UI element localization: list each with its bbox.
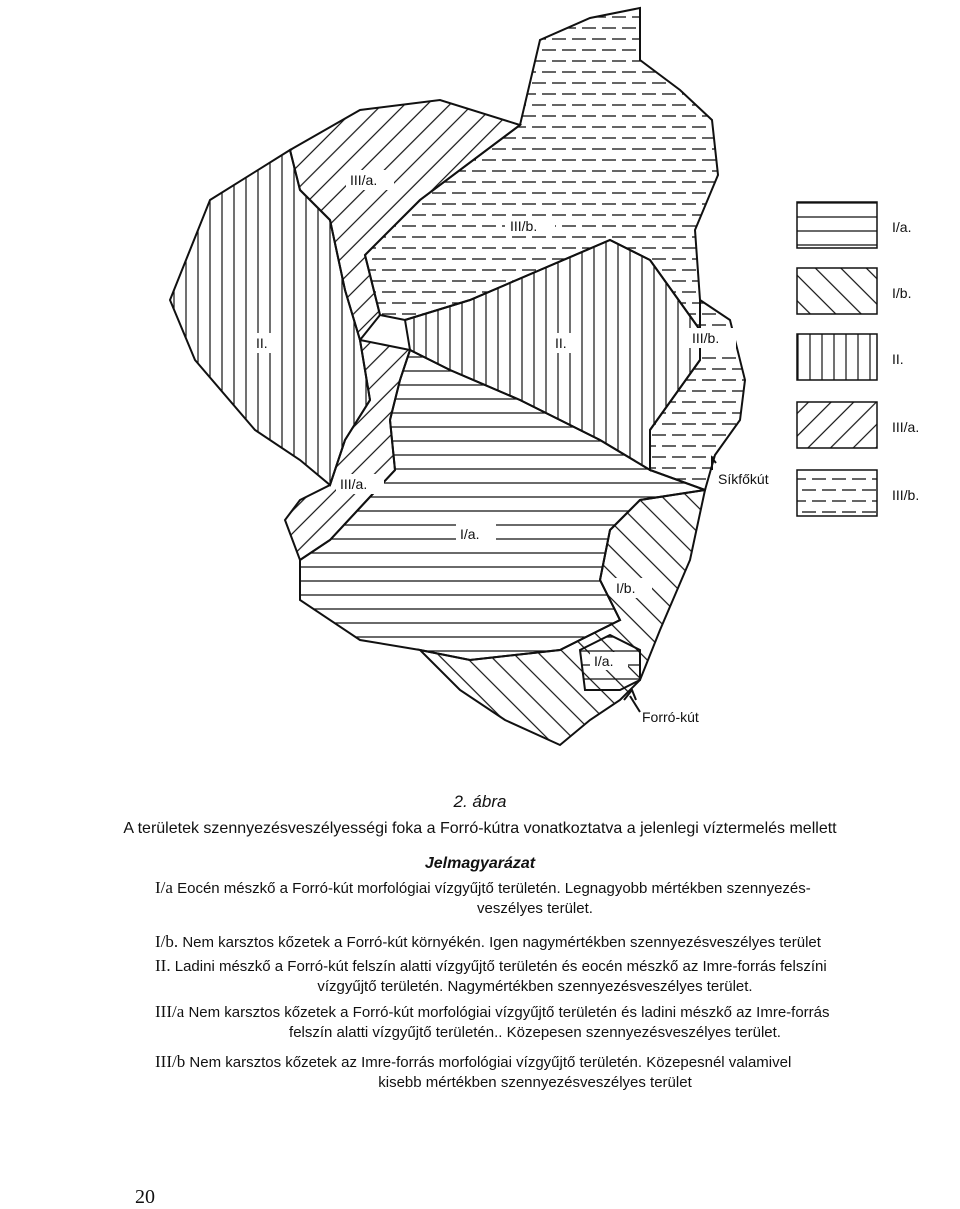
legend-text-continued: veszélyes terület. xyxy=(477,900,593,917)
figure-title: A területek szennyezésveszélyességi foka a Forró-kútra vonatkoztatva a jelenlegi víztermelés mellett xyxy=(123,820,837,837)
zone-label-IIIb-right: III/b. xyxy=(692,330,720,346)
forro-kut-label: Forró-kút xyxy=(642,709,699,725)
sikfokut-label: Síkfőkút xyxy=(718,471,769,487)
swatch-Ia xyxy=(797,202,877,248)
zone-label-IIIa-left: III/a. xyxy=(340,476,368,492)
swatch-label-IIIa: III/a. xyxy=(892,419,920,435)
swatch-II xyxy=(797,334,877,380)
legend-text-continued: felszín alatti vízgyűjtő területén.. Közepesen szennyezésveszélyes terület. xyxy=(289,1024,781,1041)
sikfokut-marker-icon xyxy=(712,458,716,470)
figure-number: 2. ábra xyxy=(453,792,507,811)
legend-heading: Jelmagyarázat xyxy=(424,855,536,872)
swatch-label-II: II. xyxy=(892,351,904,367)
map-legend xyxy=(797,202,919,516)
zone-label-Ia-small: I/a. xyxy=(594,653,614,669)
legend-code: II. xyxy=(155,956,171,975)
swatch-label-IIIb: III/b. xyxy=(892,487,920,503)
swatch-IIIb xyxy=(797,470,877,516)
legend-code: III/a xyxy=(155,1002,185,1021)
swatch-IIIa xyxy=(797,402,877,448)
zone-label-Ia-main: I/a. xyxy=(460,526,480,542)
zone-label-IIIa-top: III/a. xyxy=(350,172,378,188)
legend-text: Nem karsztos kőzetek a Forró-kút környékén. Igen nagymértékben szennyezésveszélyes terület xyxy=(182,934,821,951)
legend-code: I/a xyxy=(155,878,173,897)
legend-text-continued: vízgyűjtő területén. Nagymértékben szennyezésveszélyes terület. xyxy=(317,978,753,995)
legend-code: I/b. xyxy=(155,932,179,951)
zone-label-IIIb-top: III/b. xyxy=(510,218,538,234)
legend-entry-Ia xyxy=(155,878,955,919)
legend-entry-IIIb xyxy=(155,1052,955,1093)
legend-text-continued: kisebb mértékben szennyezésveszélyes terület xyxy=(378,1074,692,1091)
legend-entry-II xyxy=(155,956,955,997)
swatch-label-Ia: I/a. xyxy=(892,219,912,235)
swatch-label-Ib: I/b. xyxy=(892,285,912,301)
swatch-Ib xyxy=(797,268,877,314)
legend-text: Ladini mészkő a Forró-kút felszín alatti vízgyűjtő területén és eocén mészkő az Imre-forrás felszíni xyxy=(174,958,827,975)
legend-entry-Ib xyxy=(155,932,955,953)
page-number: 20 xyxy=(135,1186,155,1208)
zone-label-Ib-bottom: I/b. xyxy=(616,580,636,596)
legend-code: III/b xyxy=(155,1052,186,1071)
legend-text: Nem karsztos kőzetek az Imre-forrás morfológiai vízgyűjtő területén. Közepesnél valamivel xyxy=(189,1054,792,1071)
legend-entry-IIIa xyxy=(155,1002,955,1043)
zone-label-II-center: II. xyxy=(555,335,567,351)
zone-label-II-left: II. xyxy=(256,335,268,351)
legend-text: Eocén mészkő a Forró-kút morfológiai vízgyűjtő területén. Legnagyobb mértékben szennyezés- xyxy=(177,880,811,897)
legend-text: Nem karsztos kőzetek a Forró-kút morfológiai vízgyűjtő területén és ladini mészkő az Imre-forrás xyxy=(188,1004,830,1021)
